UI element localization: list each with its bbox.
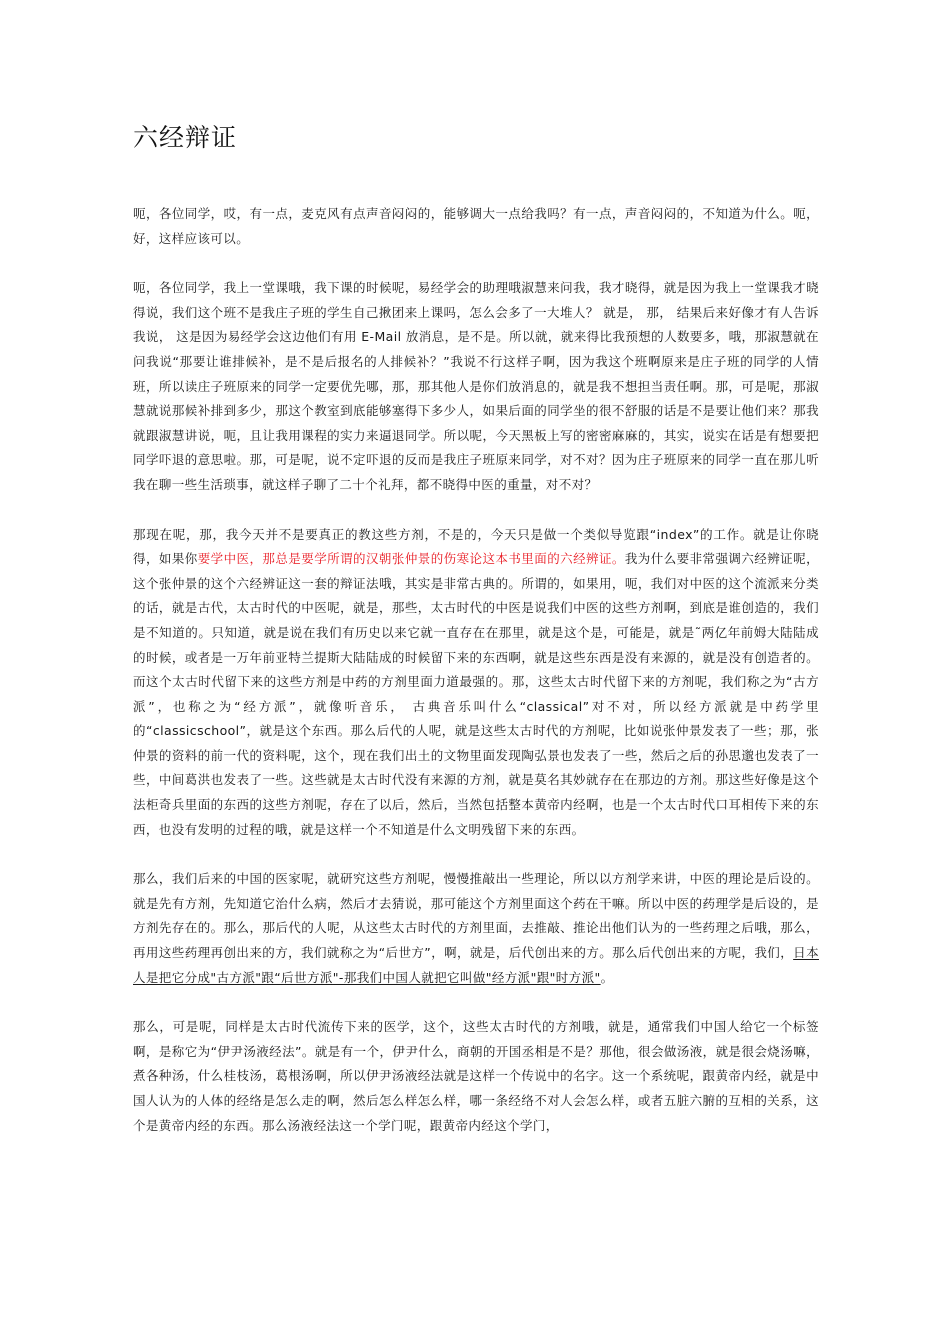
highlighted-red-text: 要学中医，那总是要学所谓的汉朝张仲景的伤寒论这本书里面的六经辨证。 [197,551,625,567]
paragraph-5 [133,1015,819,1138]
document-page [133,118,819,1163]
document-title: 六经辩证 [133,123,238,152]
paragraph-3 [133,523,819,843]
paragraph-text: 呃，各位同学，哎，有一点，麦克风有点声音闷闷的，能够调大一点给我吗？有一点，声音闷闷的，不知道为什么。呃，好，这样应该可以。 [133,206,819,246]
paragraph-text: 我为什么要非常强调六经辨证呢，这个张仲景的这个六经辨证这一套的辩证法哦，其实是非常古典的。所谓的，如果用，呃，我们对中医的这个流派来分类的话，就是古代，太古时代的中医呢，就是，那些，太古时代的中医是说我们中医的这些方剂啊，到底是谁创造的，我们是不知道的。只知道，就是说在我们有历史以来它就一直存在在那里，就是这个是，可能是，就是˜两亿年前姆大陆陆成的时候，或者是一万年前亚特兰提斯大陆陆成的时候留下来的东西啊，就是这些东西是没有来源的，就是没有创造者的。而这个太古时代留下来的这些方剂是中药的方剂里面力道最强的。那，这些太古时代留下来的方剂呢，我们称之为“古方派”，也称之为“经方派”，就像听音乐， 古典音乐叫什么“classical”对不对，所以经方派就是中药学里的“classicschool”，就是这个东西。那么后代的人呢，就是这些太古时代的方剂呢，比如说张仲景发表了一些；那，张仲景的资料的前一代的资料呢，这个，现在我们出土的文物里面发现陶弘景也发表了一些，然后之后的孙思邈也发表了一些，中间葛洪也发表了一些。这些就是太古时代没有来源的方剂，就是莫名其妙就存在在那边的方剂。那这些好像是这个法柜奇兵里面的东西的这些方剂呢，存在了以后，然后，当然包括整本黄帝内经啊，也是一个太古时代口耳相传下来的东西，也没有发明的过程的哦，就是这样一个不知道是什么文明残留下来的东西。 [133,551,819,837]
paragraph-1 [133,202,819,251]
underlined-text: 日本人是把它分成"古方派"跟“后世方派"-那我们中国人就把它叫做"经方派"跟"时方派" [133,945,819,985]
paragraph-text: 那么，可是呢，同样是太古时代流传下来的医学，这个，这些太古时代的方剂哦，就是，通常我们中国人给它一个标签啊，是称它为“伊尹汤液经法”。就是有一个，伊尹什么，商朝的开国丞相是不是？那他，很会做汤液，就是很会烧汤嘛，煮各种汤，什么桂枝汤，葛根汤啊，所以伊尹汤液经法就是这样一个传说中的名字。这一个系统呢，跟黄帝内经，就是中国人认为的人体的经络是怎么走的啊，然后怎么样怎么样，哪一条经络不对人会怎么样，或者五脏六腑的互相的关系，这个是黄帝内经的东西。那么汤液经法这一个学门呢，跟黄帝内经这个学门， [133,1019,819,1133]
paragraph-text: 。 [600,969,614,985]
paragraph-text: 那么，我们后来的中国的医家呢，就研究这些方剂呢，慢慢推敲出一些理论，所以以方剂学来讲，中医的理论是后设的。就是先有方剂，先知道它治什么病，然后才去猜说，那可能这个方剂里面这个药在干嘛。所以中医的药理学是后设的，是方剂先存在的。那么，那后代的人呢，从这些太古时代的方剂里面，去推敲、推论出他们认为的一些药理之后哦，那么，再用这些药理再创出来的方，我们就称之为“后世方”，啊，就是，后代创出来的方。那么后代创出来的方呢，我们， [133,871,819,961]
paragraph-text: 那现在呢，那，我今天并不是要真正的教这些方剂，不是的，今天只是做一个类似导览跟“index”的工作。就是让你晓得，如果你 [133,526,819,567]
paragraph-2 [133,276,819,497]
paragraph-4 [133,867,819,990]
paragraph-text: 呃，各位同学，我上一堂课哦，我下课的时候呢，易经学会的助理哦淑慧来问我，我才晓得，就是因为我上一堂课我才晓得说，我们这个班不是我庄子班的学生自己揪团来上课吗，怎么会多了一大堆人？ 就是， 那， 结果后来好像才有人告诉我说， 这是因为易经学会这边他们有用 E-Mail 放消息，是不是。所以就，就来得比我预想的人数要多，哦，那淑慧就在问我说“那要让谁排候补，是不是后报名的人排候补？”我说不行这样子啊，因为我这个班啊原来是庄子班的同学的人情班，所以读庄子班原来的同学一定要优先哪，那，那其他人是你们放消息的，就是我不想担当责任啊。那，可是呢，那淑慧就说那候补排到多少，那这个教室到底能够塞得下多少人，如果后面的同学坐的很不舒服的话是不是要让他们来？那我就跟淑慧讲说，呃，且让我用课程的实力来逼退同学。所以呢，今天黑板上写的密密麻麻的，其实，说实在话是有想要把同学吓退的意思啦。那，可是呢，说不定吓退的反而是我庄子班原来同学，对不对？因为庄子班原来的同学一直在那儿听我在聊一些生活琐事，就这样子聊了二十个礼拜，都不晓得中医的重量，对不对？ [133,280,819,492]
